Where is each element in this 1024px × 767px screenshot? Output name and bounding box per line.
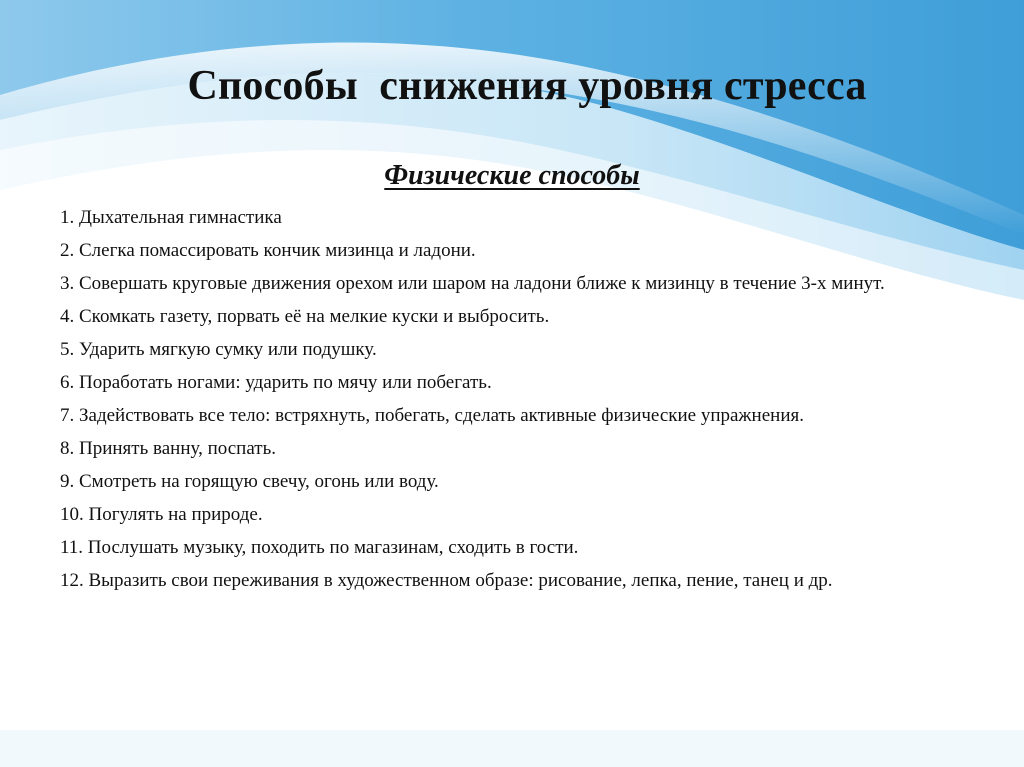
- list-item: 1. Дыхательная гимнастика: [60, 207, 282, 228]
- list-item: 3. Совершать круговые движения орехом или шаром на ладони ближе к мизинцу в течение 3-х минут.: [60, 273, 885, 294]
- list-item: 6. Поработать ногами: ударить по мячу или побегать.: [60, 372, 492, 393]
- list-item: 11. Послушать музыку, походить по магазинам, сходить в гости.: [60, 537, 579, 558]
- list-item: 4. Скомкать газету, порвать её на мелкие куски и выбросить.: [60, 306, 550, 327]
- list-item: 8. Принять ванну, поспать.: [60, 438, 277, 459]
- slide-subtitle: [0, 160, 1024, 192]
- list-item: 7. Задействовать все тело: встряхнуть, побегать, сделать активные физические упражнения.: [60, 405, 804, 426]
- subtitle-text: Физические способы: [384, 160, 640, 191]
- list-item: 2. Слегка помассировать кончик мизинца и ладони.: [60, 240, 476, 261]
- list-item: 9. Смотреть на горящую свечу, огонь или воду.: [60, 471, 439, 492]
- list-item: 10. Погулять на природе.: [60, 504, 263, 525]
- slide-title: Способы снижения уровня стресса: [187, 63, 867, 109]
- list-item: 5. Ударить мягкую сумку или подушку.: [60, 339, 377, 360]
- list-item: 12. Выразить свои переживания в художественном образе: рисование, лепка, пение, танец и др.: [60, 570, 833, 591]
- methods-list: [60, 201, 970, 597]
